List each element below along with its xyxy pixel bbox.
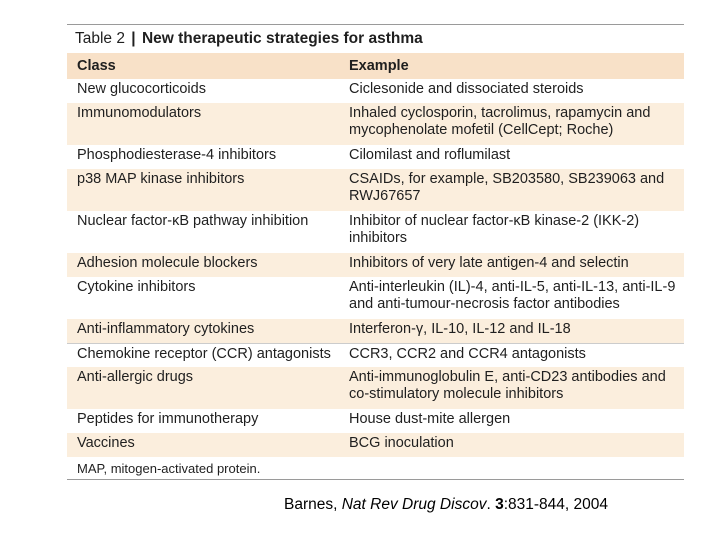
table-row [67, 319, 684, 343]
example-cell: Inhibitor of nuclear factor-κB kinase-2 (IKK-2) inhibitors [349, 213, 640, 246]
table-row [67, 253, 684, 277]
therapeutic-strategies-table [67, 24, 684, 480]
class-cell: Nuclear factor-κB pathway inhibition [77, 213, 309, 229]
class-cell: Vaccines [77, 435, 135, 451]
table-row [67, 211, 684, 253]
example-cell: Cilomilast and roflumilast [349, 147, 511, 163]
table-row [67, 409, 684, 433]
table-number: Table 2 [75, 30, 125, 47]
table-row [67, 79, 684, 103]
table-row [67, 343, 684, 367]
example-cell: BCG inoculation [349, 435, 454, 451]
class-cell: Anti-allergic drugs [77, 369, 194, 385]
citation [284, 496, 608, 514]
class-cell: Anti-inflammatory cytokines [77, 321, 255, 337]
table-row [67, 277, 684, 319]
example-cell: CCR3, CCR2 and CCR4 antagonists [349, 346, 586, 362]
citation-author: Barnes, [284, 496, 342, 513]
class-cell: Immunomodulators [77, 105, 202, 121]
title-separator: | [131, 30, 136, 47]
example-cell: Inhibitors of very late antigen-4 and selectin [349, 255, 629, 271]
example-cell: Inhaled cyclosporin, tacrolimus, rapamycin and mycophenolate mofetil (CellCept; Roche) [349, 105, 651, 138]
example-cell: Interferon-γ, IL-10, IL-12 and IL-18 [349, 321, 571, 337]
class-cell: New glucocorticoids [77, 81, 206, 97]
table-title-text: New therapeutic strategies for asthma [141, 30, 423, 47]
table-title [67, 24, 684, 53]
example-cell: Ciclesonide and dissociated steroids [349, 81, 584, 97]
example-cell: Anti-immunoglobulin E, anti-CD23 antibodies and co-stimulatory molecule inhibitors [349, 369, 666, 402]
class-cell: Adhesion molecule blockers [77, 255, 258, 271]
table-footnote: MAP, mitogen-activated protein. [67, 457, 684, 480]
class-cell: Cytokine inhibitors [77, 279, 196, 295]
citation-volume: 3 [495, 496, 504, 513]
table-row [67, 433, 684, 457]
citation-dot: . [486, 496, 496, 513]
column-header-class: Class [77, 57, 116, 74]
table-header-row [67, 53, 684, 79]
class-cell: Phosphodiesterase-4 inhibitors [77, 147, 277, 163]
example-cell: CSAIDs, for example, SB203580, SB239063 and RWJ67657 [349, 171, 665, 204]
example-cell: House dust-mite allergen [349, 411, 511, 427]
table-row [67, 169, 684, 211]
class-cell: Chemokine receptor (CCR) antagonists [77, 346, 331, 362]
example-cell: Anti-interleukin (IL)-4, anti-IL-5, anti-IL-13, anti-IL-9 and anti-tumour-necrosis factor antibodies [349, 279, 676, 312]
table-row [67, 367, 684, 409]
column-header-example: Example [349, 57, 409, 74]
class-cell: Peptides for immunotherapy [77, 411, 259, 427]
table-row [67, 145, 684, 169]
table-row [67, 103, 684, 145]
class-cell: p38 MAP kinase inhibitors [77, 171, 245, 187]
citation-pages: :831-844, 2004 [503, 496, 608, 513]
citation-journal: Nat Rev Drug Discov [341, 496, 487, 513]
